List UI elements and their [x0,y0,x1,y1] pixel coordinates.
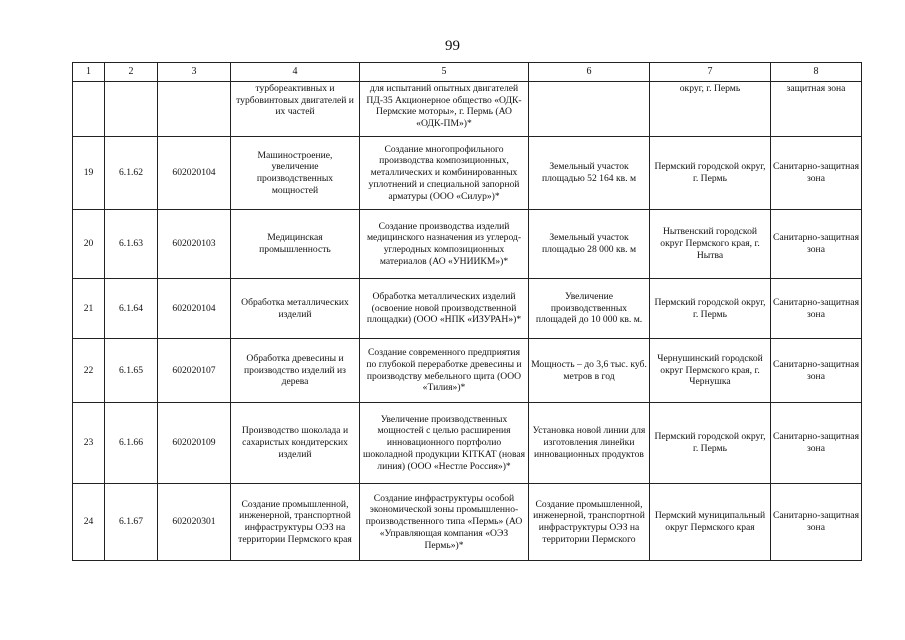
cell-zone: Санитарно-защитная зона [771,210,862,279]
cell-zone: Санитарно-защитная зона [771,484,862,561]
cell-industry: Медицинская промышленность [231,210,360,279]
cell-project: Создание производства изделий медицинского назначения из углерод-углеродных композиционных материалов (АО «УНИИКМ»)* [360,210,529,279]
column-header: 3 [158,63,231,82]
cell-okato: 602020104 [158,279,231,339]
cell-industry: турбореактивных и турбовинтовых двигателей и их частей [231,82,360,137]
cell-code: 6.1.64 [105,279,158,339]
cell-project: для испытаний опытных двигателей ПД-35 Акционерное общество «ОДК-Пермские моторы», г. Пермь (АО «ОДК-ПМ»)* [360,82,529,137]
cell-location: округ, г. Пермь [650,82,771,137]
table-row [73,339,862,403]
table-row [73,279,862,339]
cell-zone: Санитарно-защитная зона [771,339,862,403]
cell-industry: Машиностроение, увеличение производственных мощностей [231,137,360,210]
cell-number: 23 [73,403,105,484]
cell-location: Пермский городской округ, г. Пермь [650,137,771,210]
cell-industry: Обработка металлических изделий [231,279,360,339]
cell-capacity: Земельный участок площадью 28 000 кв. м [529,210,650,279]
cell-capacity: Увеличение производственных площадей до 10 000 кв. м. [529,279,650,339]
cell-zone: Санитарно-защитная зона [771,279,862,339]
table-row [73,137,862,210]
table-row-continuation [73,82,862,137]
cell-zone: Санитарно-защитная зона [771,403,862,484]
column-header: 6 [529,63,650,82]
cell-capacity: Создание промышленной, инженерной, транспортной инфраструктуры ОЭЗ на территории Пермского [529,484,650,561]
cell-location: Пермский городской округ, г. Пермь [650,403,771,484]
cell-location: Чернушинский городской округ Пермского края, г. Чернушка [650,339,771,403]
cell-project: Создание многопрофильного производства композиционных, металлических и комбинированных уплотнений и специальной запорной арматуры (ООО «Силур»)* [360,137,529,210]
table-row [73,403,862,484]
cell-number [73,82,105,137]
cell-number: 22 [73,339,105,403]
cell-code: 6.1.62 [105,137,158,210]
page-number: 99 [445,38,460,54]
cell-project: Создание современного предприятия по глубокой переработке древесины и производству мебельного щита (ООО «Тилия»)* [360,339,529,403]
cell-number: 21 [73,279,105,339]
cell-okato: 602020103 [158,210,231,279]
header-row [73,63,862,82]
cell-code: 6.1.67 [105,484,158,561]
table-row [73,484,862,561]
cell-industry: Производство шоколада и сахаристых кондитерских изделий [231,403,360,484]
cell-okato: 602020107 [158,339,231,403]
column-header: 4 [231,63,360,82]
table-row [73,210,862,279]
cell-industry: Обработка древесины и производство изделий из дерева [231,339,360,403]
cell-code: 6.1.66 [105,403,158,484]
cell-location: Пермский городской округ, г. Пермь [650,279,771,339]
cell-industry: Создание промышленной, инженерной, транспортной инфраструктуры ОЭЗ на территории Пермского края [231,484,360,561]
cell-project: Обработка металлических изделий (освоение новой производственной площадки) (ООО «НПК «ИЗУРАН»)* [360,279,529,339]
cell-number: 24 [73,484,105,561]
cell-okato: 602020104 [158,137,231,210]
cell-number: 19 [73,137,105,210]
column-header: 2 [105,63,158,82]
column-header: 1 [73,63,105,82]
cell-capacity [529,82,650,137]
cell-code: 6.1.65 [105,339,158,403]
column-header: 8 [771,63,862,82]
cell-location: Пермский муниципальный округ Пермского края [650,484,771,561]
cell-code: 6.1.63 [105,210,158,279]
cell-capacity: Установка новой линии для изготовления линейки инновационных продуктов [529,403,650,484]
cell-zone: защитная зона [771,82,862,137]
cell-project: Создание инфраструктуры особой экономической зоны промышленно-производственного типа «Пермь» (АО «Управляющая компания «ОЭЗ Пермь»)* [360,484,529,561]
projects-table [72,62,862,561]
cell-capacity: Земельный участок площадью 52 164 кв. м [529,137,650,210]
column-header: 5 [360,63,529,82]
cell-location: Нытвенский городской округ Пермского края, г. Нытва [650,210,771,279]
cell-okato: 602020109 [158,403,231,484]
cell-zone: Санитарно-защитная зона [771,137,862,210]
cell-code [105,82,158,137]
cell-okato [158,82,231,137]
cell-okato: 602020301 [158,484,231,561]
cell-project: Увеличение производственных мощностей с целью расширения инновационного портфолио шоколадной продукции KITKAT (новая линия) (ООО «Нестле Россия»)* [360,403,529,484]
cell-capacity: Мощность – до 3,6 тыс. куб. метров в год [529,339,650,403]
column-header: 7 [650,63,771,82]
cell-number: 20 [73,210,105,279]
